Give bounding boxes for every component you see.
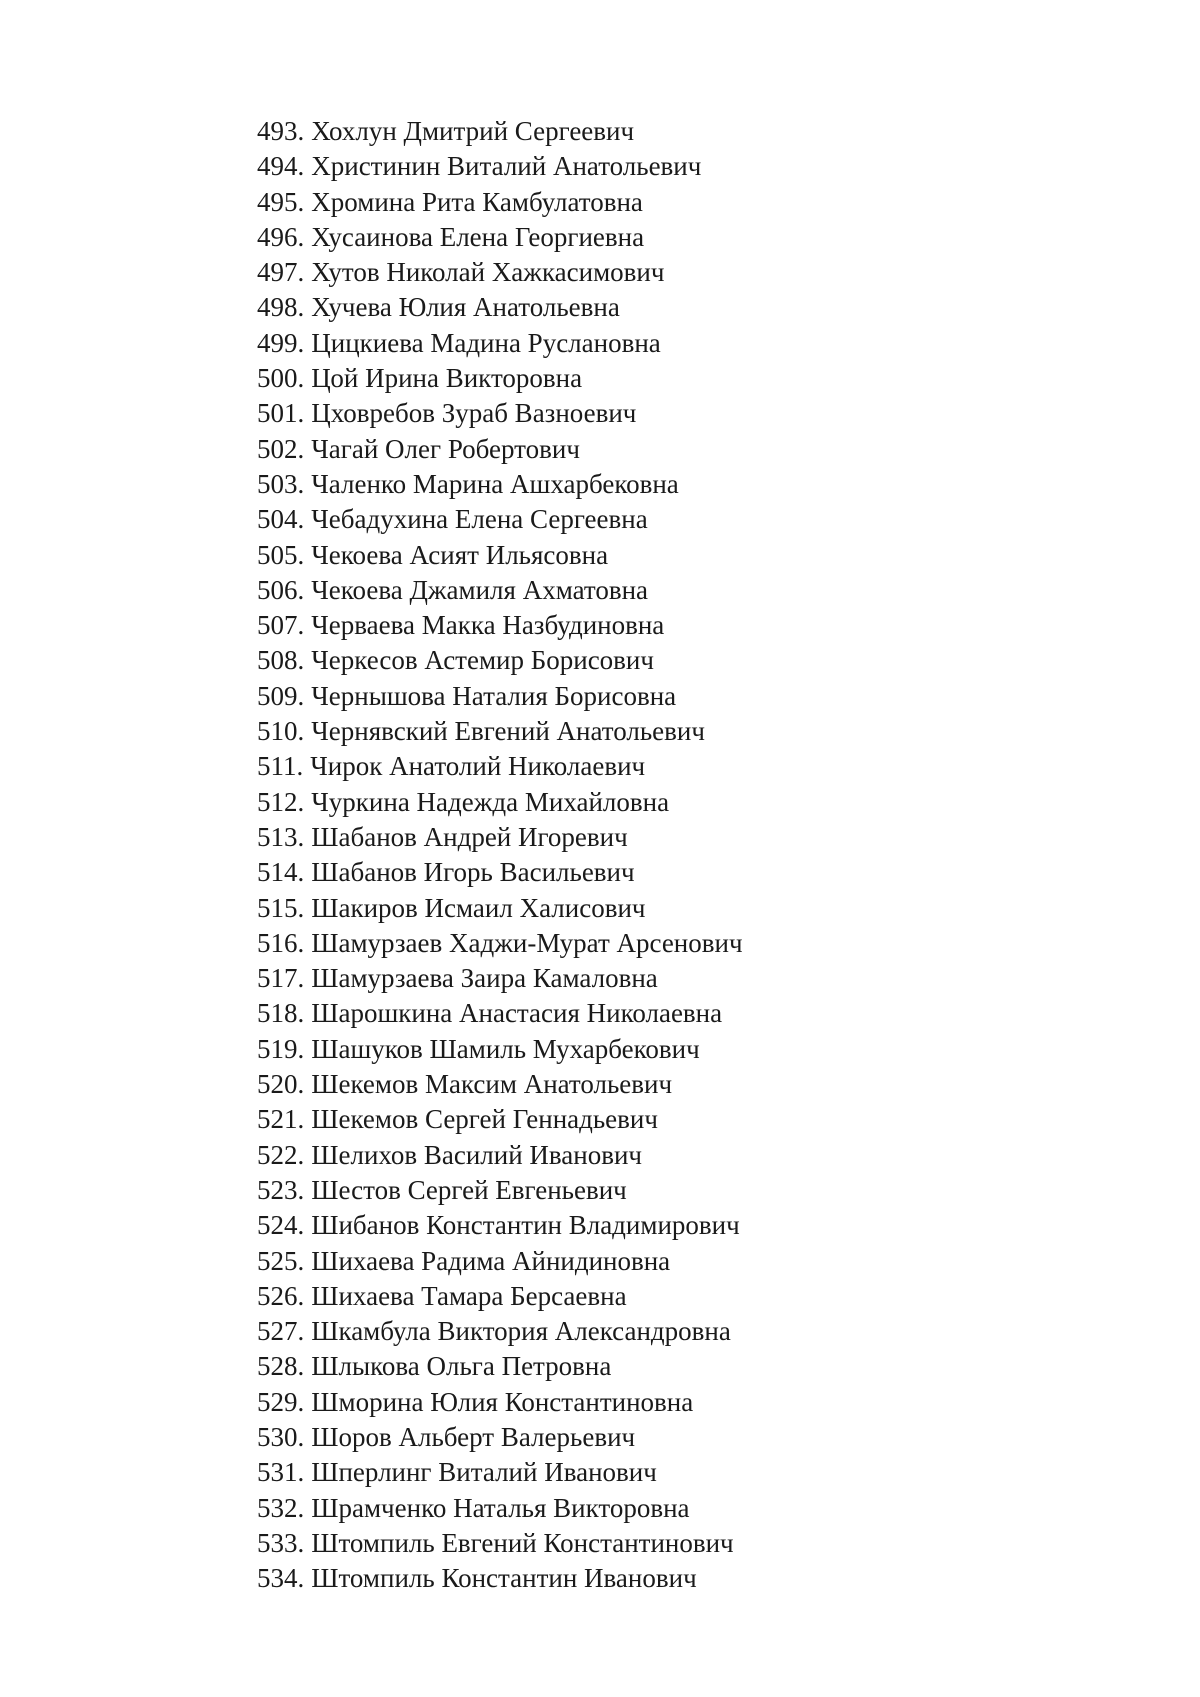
- entry-number: 508.: [257, 645, 305, 676]
- list-item: [257, 749, 743, 784]
- list-item: [257, 361, 743, 396]
- list-item: [257, 1491, 743, 1526]
- entry-number: 526.: [257, 1280, 305, 1311]
- entry-number: 533.: [257, 1527, 305, 1558]
- list-item: [257, 502, 743, 537]
- list-item: [257, 820, 743, 855]
- entry-number: 509.: [257, 680, 305, 711]
- entry-number: 528.: [257, 1351, 305, 1382]
- entry-number: 500.: [257, 363, 305, 394]
- list-item: [257, 608, 743, 643]
- entry-name: Черваева Макка Назбудиновна: [311, 610, 665, 641]
- list-item: [257, 679, 743, 714]
- list-item: [257, 1244, 743, 1279]
- list-item: [257, 1349, 743, 1384]
- entry-name: Чирок Анатолий Николаевич: [310, 751, 646, 782]
- entry-number: 499.: [257, 327, 305, 358]
- list-item: [257, 714, 743, 749]
- entry-name: Шоров Альберт Валерьевич: [311, 1421, 636, 1452]
- entry-number: 529.: [257, 1386, 305, 1417]
- entry-name: Хромина Рита Камбулатовна: [311, 186, 643, 217]
- list-item: [257, 573, 743, 608]
- entry-number: 520.: [257, 1069, 305, 1100]
- entry-name: Цховребов Зураб Вазноевич: [311, 398, 637, 429]
- entry-number: 513.: [257, 821, 305, 852]
- list-item: [257, 785, 743, 820]
- list-item: [257, 467, 743, 502]
- entry-number: 519.: [257, 1033, 305, 1064]
- entry-number: 523.: [257, 1174, 305, 1205]
- list-item: [257, 220, 743, 255]
- entry-name: Шабанов Игорь Васильевич: [311, 857, 635, 888]
- entry-number: 532.: [257, 1492, 305, 1523]
- entry-name: Христинин Виталий Анатольевич: [311, 151, 702, 182]
- entry-name: Чекоева Асият Ильясовна: [311, 539, 609, 570]
- list-item: [257, 432, 743, 467]
- list-item: [257, 1420, 743, 1455]
- entry-number: 494.: [257, 151, 305, 182]
- list-item: [257, 114, 743, 149]
- entry-number: 524.: [257, 1210, 305, 1241]
- entry-name: Шакиров Исмаил Халисович: [311, 892, 646, 923]
- list-item: [257, 1067, 743, 1102]
- entry-name: Шихаева Тамара Берсаевна: [311, 1280, 627, 1311]
- entry-number: 497.: [257, 257, 305, 288]
- entry-name: Шамурзаева Заира Камаловна: [311, 963, 658, 994]
- entry-name: Хучева Юлия Анатольевна: [311, 292, 620, 323]
- entry-number: 522.: [257, 1139, 305, 1170]
- name-list: [257, 114, 743, 1596]
- entry-number: 527.: [257, 1316, 305, 1347]
- entry-number: 495.: [257, 186, 305, 217]
- list-item: [257, 855, 743, 890]
- entry-number: 517.: [257, 963, 305, 994]
- entry-name: Шкамбула Виктория Александровна: [311, 1316, 731, 1347]
- entry-number: 504.: [257, 504, 305, 535]
- entry-number: 496.: [257, 221, 305, 252]
- entry-name: Чебадухина Елена Сергеевна: [311, 504, 648, 535]
- list-item: [257, 1385, 743, 1420]
- entry-name: Шестов Сергей Евгеньевич: [311, 1174, 627, 1205]
- list-item: [257, 185, 743, 220]
- list-item: [257, 1208, 743, 1243]
- entry-name: Шлыкова Ольга Петровна: [311, 1351, 612, 1382]
- entry-name: Чуркина Надежда Михайловна: [311, 786, 670, 817]
- entry-number: 506.: [257, 574, 305, 605]
- entry-name: Чернявский Евгений Анатольевич: [311, 716, 705, 747]
- entry-number: 510.: [257, 716, 305, 747]
- list-item: [257, 149, 743, 184]
- entry-number: 501.: [257, 398, 305, 429]
- list-item: [257, 996, 743, 1031]
- entry-number: 521.: [257, 1104, 305, 1135]
- entry-name: Шибанов Константин Владимирович: [311, 1210, 740, 1241]
- list-item: [257, 1314, 743, 1349]
- entry-name: Шамурзаев Хаджи-Мурат Арсенович: [311, 927, 743, 958]
- list-item: [257, 1526, 743, 1561]
- entry-name: Чекоева Джамиля Ахматовна: [311, 574, 649, 605]
- list-item: [257, 326, 743, 361]
- list-item: [257, 643, 743, 678]
- entry-number: 515.: [257, 892, 305, 923]
- list-item: [257, 1173, 743, 1208]
- entry-name: Шрамченко Наталья Викторовна: [311, 1492, 690, 1523]
- entry-name: Чернышова Наталия Борисовна: [311, 680, 677, 711]
- entry-number: 518.: [257, 998, 305, 1029]
- entry-number: 507.: [257, 610, 305, 641]
- entry-number: 531.: [257, 1457, 305, 1488]
- entry-name: Шекемов Максим Анатольевич: [311, 1069, 673, 1100]
- entry-number: 493.: [257, 116, 305, 146]
- list-item: [257, 290, 743, 325]
- entry-name: Шморина Юлия Константиновна: [311, 1386, 694, 1417]
- list-item: [257, 396, 743, 431]
- list-item: [257, 961, 743, 996]
- entry-name: Цой Ирина Викторовна: [311, 363, 583, 394]
- entry-name: Шашуков Шамиль Мухарбекович: [311, 1033, 700, 1064]
- list-item: [257, 926, 743, 961]
- entry-name: Черкесов Астемир Борисович: [311, 645, 654, 676]
- list-item: [257, 255, 743, 290]
- entry-number: 525.: [257, 1245, 305, 1276]
- entry-name: Хутов Николай Хажкасимович: [311, 257, 665, 288]
- list-item: [257, 891, 743, 926]
- entry-name: Хусаинова Елена Георгиевна: [311, 221, 645, 252]
- list-item: [257, 1032, 743, 1067]
- entry-name: Шихаева Радима Айнидиновна: [311, 1245, 671, 1276]
- list-item: [257, 1102, 743, 1137]
- entry-name: Шперлинг Виталий Иванович: [311, 1457, 657, 1488]
- entry-name: Цицкиева Мадина Руслановна: [311, 327, 661, 358]
- list-item: [257, 1561, 743, 1596]
- entry-name: Шекемов Сергей Геннадьевич: [311, 1104, 658, 1135]
- entry-name: Чаленко Марина Ашхарбековна: [311, 468, 679, 499]
- entry-number: 511.: [257, 751, 304, 782]
- entry-number: 514.: [257, 857, 305, 888]
- entry-number: 505.: [257, 539, 305, 570]
- list-item: [257, 1279, 743, 1314]
- entry-number: 498.: [257, 292, 305, 323]
- entry-name: Шабанов Андрей Игоревич: [311, 821, 628, 852]
- entry-name: Хохлун Дмитрий Сергеевич: [311, 116, 635, 146]
- entry-number: 512.: [257, 786, 305, 817]
- list-item: [257, 1455, 743, 1490]
- entry-number: 502.: [257, 433, 305, 464]
- entry-number: 530.: [257, 1421, 305, 1452]
- entry-name: Штомпиль Константин Иванович: [311, 1563, 697, 1594]
- entry-name: Чагай Олег Робертович: [311, 433, 580, 464]
- entry-name: Шарошкина Анастасия Николаевна: [311, 998, 723, 1029]
- entry-number: 516.: [257, 927, 305, 958]
- entry-number: 534.: [257, 1563, 305, 1594]
- entry-number: 503.: [257, 468, 305, 499]
- list-item: [257, 538, 743, 573]
- list-item: [257, 1138, 743, 1173]
- entry-name: Шелихов Василий Иванович: [311, 1139, 643, 1170]
- entry-name: Штомпиль Евгений Константинович: [311, 1527, 734, 1558]
